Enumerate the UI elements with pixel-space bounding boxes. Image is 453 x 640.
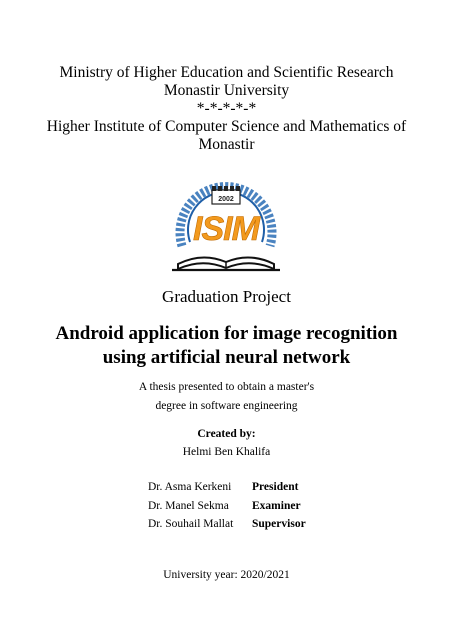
university-name: Monastir University	[163, 82, 290, 99]
logo-year: 2002	[218, 196, 234, 203]
isim-logo	[168, 168, 284, 280]
institute-name-line2: Monastir	[198, 136, 255, 153]
institute-name-line1: Higher Institute of Computer Science and Mathematics of	[46, 118, 407, 135]
committee-row	[148, 481, 348, 500]
committee-row	[148, 518, 348, 537]
author-name: Helmi Ben Khalifa	[182, 446, 271, 458]
committee-row	[148, 500, 348, 519]
university-year: University year: 2020/2021	[163, 569, 290, 581]
ministry-name: Ministry of Higher Education and Scientific Research	[59, 64, 394, 81]
thesis-purpose-line1: A thesis presented to obtain a master's	[138, 381, 315, 393]
committee-member-role: President	[252, 481, 299, 493]
committee-member-name: Dr. Manel Sekma	[148, 499, 229, 512]
thesis-purpose-line2: degree in software engineering	[155, 400, 298, 412]
committee-member-role: Supervisor	[252, 518, 306, 530]
thesis-title-line2: using artificial neural network	[102, 347, 351, 368]
thesis-title-line1: Android application for image recognition	[55, 323, 398, 344]
committee-list	[148, 481, 348, 537]
project-type: Graduation Project	[162, 287, 291, 306]
author-label: Created by:	[197, 428, 256, 440]
separator: *-*-*-*-*	[196, 100, 257, 117]
committee-member-name: Dr. Souhail Mallat	[148, 518, 234, 530]
committee-member-role: Examiner	[252, 499, 301, 512]
logo-letters: ISIM	[193, 210, 259, 248]
committee-member-name: Dr. Asma Kerkeni	[148, 481, 232, 493]
